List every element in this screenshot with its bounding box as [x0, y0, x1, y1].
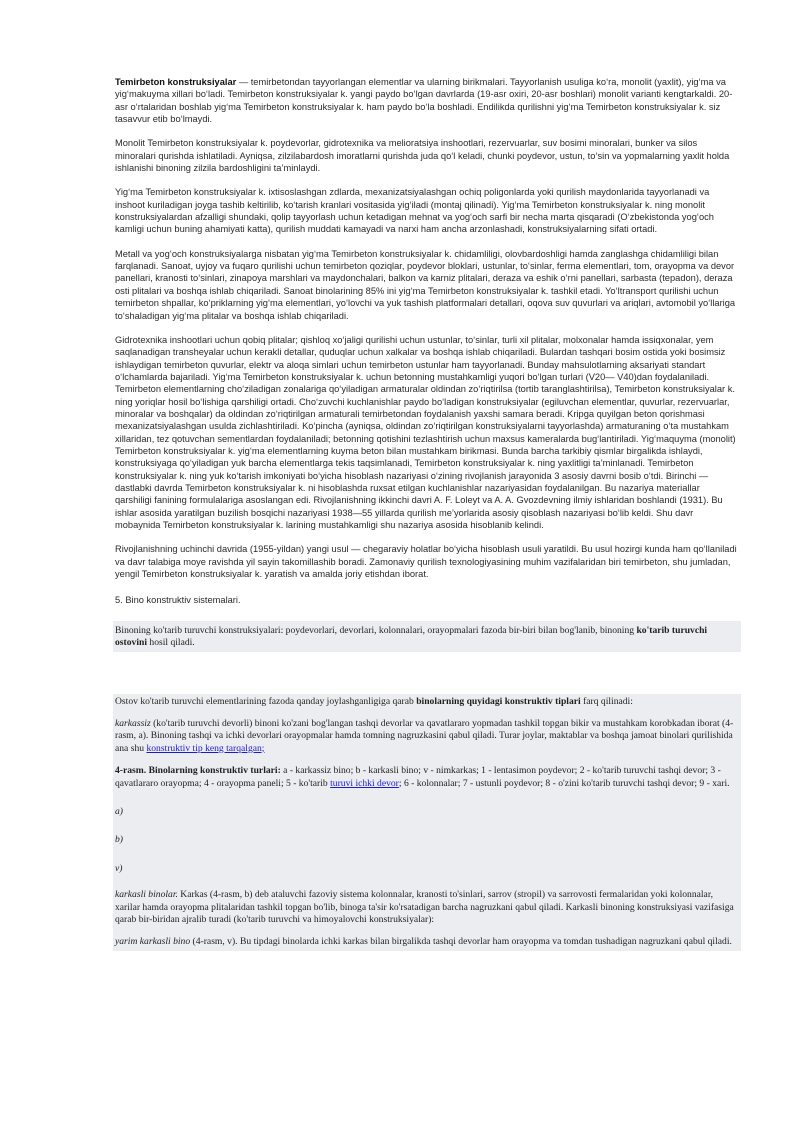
ostov-tail: hosil qiladi.: [147, 637, 195, 649]
paragraph-karkassiz: [115, 718, 739, 755]
paragraph-gidrotexnika: Gidrotexnika inshootlari uchun qobiq plitalar; qishloq xo‘jaligi qurilishi uchun ustunlar, to‘sinlar, turli xil plitalar, molxonalar hamda issiqxonalar, yem saqlanadigan transheyalar uchun kerakli detallar, quduqlar uchun xalkalar va boshqa ishlab chiqariladi. Bulardan tashqari bosim ostida yoki bosimsiz ishlaydigan temirbeton quvurlar, elektr va aloqa simlari uchun temirbeton ustunlar ham tayyorlanadi. Bunday mahsulotlarning aksariyati standart o‘lchamlarda bajariladi. Yig‘ma Temirbeton konstruksiyalar k. uchun betonning mustahkamligi yuqori bo‘lgan turlari (V20— V40)dan foydalaniladi. Temirbeton elementlarning cho‘ziladigan zonalariga qo‘yiladigan armaturalar oldindan zo‘riqtirilsa (tortib taranglashtirilsa), Temirbeton konstruksiyalar k. ning yoriqlar hosil bo‘lishiga qarshiligi ortadi. Cho‘zuvchi kuchlanishlar paydo bo‘ladigan konstruksiyalar (egiluvchan elementlar, quvurlar, rezervuarlar, minoralar va boshqalar) da oldindan zo‘riqtirilgan armaturali temirbetondan foydalanish yaxshi samara beradi. Kripga quyilgan beton qorishmasi mexanizatsiyalashgan usulda zichlashtiriladi. Ko‘pincha (ayniqsa, oldindan zo‘riqtirilgan konstruksiyalarni tayyorlashda) armaturaning o‘ta mustahkam xillaridan, tez qotuvchan sementlardan foydalaniladi; betonning qotishini tezlashtirish uchun maxsus kameralarda bug‘lantiriladi. Yig‘maquyma (monolit) Temirbeton konstruksiyalar k. yig‘ma elementlarning kuyma beton bilan mustahkam birikmasi. Bunda barcha tarkibiy qismlar birgalikda ishlaydi, konstruksiyaga qo‘yiladigan yuk barcha elementlarga tekis taqsimlanadi, Temirbeton konstruksiyalar k. ning yaxlitligi ta’minlanadi. Temirbeton konstruksiyalar k. ning yuk ko‘tarish imkoniyati bo‘yicha hisoblash nazariyasi o‘zining rivojlanish jarayonida 3 asosiy davrni bosib o‘tdi. Birinchi — dastlabki davrda Temirbeton konstruksiyalar k. ni hisoblashda ruxsat etilgan kuchlanishlar nazariyasidan foydalanilgan. Bu nazariya materiallar qarshiligi fanining formulalariga asoslangan edi. Rivojlanishning ikkinchi davri A. F. Loleyt va A. A. Gvozdevning ilmiy ishlaridan boshlandi (1931). Bu ishlar asosida yaratilgan buzilish bosqichi nazariyasi 1938—55 yillarda qurilish me’yorlarida asosiy qisoblash nazariyasi bo‘lib keldi. Shu davr mobaynida Temirbeton konstruksiyalar k. larining mustahkamligi shu nazariya asosida hisoblanib kelindi.: [115, 334, 736, 530]
karkassiz-term: karkassiz: [115, 717, 151, 729]
paragraph-yigma: Yig‘ma Temirbeton konstruksiyalar k. ixtisoslashgan zdlarda, mexanizatsiyalashgan ochiq poligonlarda yoki qurilish maydonlarida tayyorlanadi va inshoot kuriladigan joyga tashib keltirilib, ko‘tarish kranlari vositasida yig‘iladi (montaj qilinadi). Yig‘ma Temirbeton konstruksiyalar k. ning monolit konstruksiyalardan afzalligi shundaki, qolip tayyorlash uchun ketadigan mehnat va yog‘och sarfi bir necha marta qisqaradi (O‘zbekistonda yog‘och kamligi uchun buning ahamiyati katta), qurilish muddati kamayadi va narxi ham ancha arzonlashadi, konstruksiyalarning sifati ortadi.: [115, 187, 714, 235]
tiplar-bold: binolarning quyidagi konstruktiv tiplari: [416, 695, 581, 707]
paragraph-yarim-karkasli: [115, 936, 739, 948]
figure-caption: [115, 765, 739, 790]
figure-caption-tail: ; 6 - kolonnalar; 7 - ustunli poydevor; 8 - o'zini ko'tarib turuvchi tashqi devor; 9 - xari.: [398, 777, 730, 789]
figure-label-a: a): [115, 805, 123, 817]
term-title: Temirbeton konstruksiyalar: [115, 77, 237, 87]
karkasli-text: Karkas (4-rasm, b) deb ataluvchi fazoviy sistema kolonnalar, kranosti to'sinlari, sarrov (stropil) va sarrovosti fermalaridan yoki kolonnalar, xarilar hamda orayopma plitalaridan tashkil topgan bo'lib, binoga ta'sir ko'rsatadigan barcha nagruzkani qabul qiladi. Karkasli binoning konstruksiyasi vazifasiga qarab bir-biridan ajralib turadi (ko'tarib turuvchi va himoyalovchi konstruksiyalar):: [115, 889, 734, 925]
paragraph-rivojlanish: Rivojlanishning uchinchi davrida (1955-yildan) yangi usul — chegaraviy holatlar bo‘yicha hisoblash usuli yaratildi. Bu usul hozirgi kunda ham qo‘llaniladi va davr talabiga moye ravishda yil sayin takomillashib boradi. Zamonaviy qurilish texnologiyasining muhim vazifalaridan biri temirbeton, shu jumladan, yengil Temirbeton konstruksiyalar k. yaratish va amalda joriy etishdan iborat.: [115, 544, 737, 580]
paragraph-intro-text: — temirbetondan tayyorlangan elementlar va ularning birikmalari. Tayyorlanish usuliga ko‘ra, monolit (yaxlit), yig‘ma va yig‘makuyma xillari bo‘ladi. Temirbeton konstruksiyalar k. yangi paydo bo‘lgan davrlarda (19-asr oxiri, 20-asr boshlari) monolit varianti kengtarkaldi. 20-asr o‘rtalaridan boshlab yig‘ma Temirbeton konstruksiyalar k. ham paydo bo‘la boshladi. Endilikda qurilishni yig‘ma Temirbeton konstruksiyalar k. siz tasavvur etib bo‘lmaydi.: [115, 77, 733, 125]
section-heading: 5. Bino konstruktiv sistemalari.: [115, 595, 241, 606]
tiplar-tail: farq qilinadi:: [580, 695, 633, 707]
paragraph-metall: Metall va yog‘och konstruksiyalarga nisbatan yig‘ma Temirbeton konstruksiyalar k. chidamliligi, olovbardoshligi hamda zanglashga chidamliligi bilan farqlanadi. Sanoat, uyjoy va fuqaro qurilishi uchun temirbeton qoziqlar, poydevor bloklari, ustunlar, to‘sinlar, ferma elementlari, tom, orayopma va devor panellari, kranosti to‘sinlari, zinapoya marshlari va maydonchalari, balkon va karniz plitalari, deraza va eshik o‘rni panellari, sarbasta (tepadon), deraza osti plitalari va boshqa ishlab chiqariladi. Sanoat binolarining 85% ini yig‘ma Temirbeton konstruksiyalar k. tashkil etadi. Yo‘ltransport qurilishi uchun temirbeton shpallar, ko‘priklarning yig‘ma elementlari, yo‘lovchi va yuk tashish platformalari detallari, oqova suv quvurlari va ariqlari, avtomobil yo‘llariga to‘shaladigan yig‘ma plitalar va boshqa ishlab chiqariladi.: [115, 248, 736, 321]
karkassiz-text: (ko'tarib turuvchi devorli) binoni ko'zani bog'langan tashqi devorlar va qavatlararo yopmadan tashkil topgan bikir va mustahkam korobkadan iborat (4-rasm, a). Binoning tashqi va ichki devorlari orayopmalar hamda tomning nagruzkasini qabul qiladi. Turar joylar, maktablar va boshqa jamoat binolari qurilishida ana shu: [115, 717, 734, 754]
yarim-karkasli-text: (4-rasm, v). Bu tipdagi binolarda ichki karkas bilan birgalikda tashqi devorlar ham orayopma va tomdan tushadigan nagruzkani qabul qiladi.: [190, 936, 732, 948]
yarim-karkasli-term: yarim karkasli bino: [115, 936, 191, 948]
document-page: [115, 76, 737, 951]
ichki-devor-link[interactable]: turuvi ichki devor: [330, 777, 399, 789]
paragraph-intro: [115, 76, 737, 125]
ostov-bold: ko'tarib turuvchi ostovini: [115, 624, 708, 649]
figure-caption-bold: 4-rasm. Binolarning konstruktiv turlari:: [115, 765, 281, 777]
ostov-text: Binoning ko'tarib turuvchi konstruksiyalari: poydevorlari, devorlari, kolonnalari, orayopmalari fazoda bir-biri bilan bog'lanib, binoning: [115, 624, 637, 636]
paragraph-karkasli: [115, 889, 739, 926]
paragraph-tiplar: [115, 696, 739, 708]
figure-label-v: v): [115, 862, 123, 874]
paragraph-monolit: Monolit Temirbeton konstruksiyalar k. poydevorlar, gidrotexnika va melioratsiya inshootlari, rezervuarlar, suv bosimi minoralari, bunker va silos minoralari qurishda ishlatiladi. Ayniqsa, zilzilabardosh imoratlarni qurishda juda qo‘l keladi, chunki poydevor, ustun, to‘sin va yopmalarning yaxlit holda ishlanishi binoning zilzila bardoshligini ta’minlaydi.: [115, 138, 730, 174]
paragraph-ostov: [113, 621, 741, 652]
shaded-block: [113, 694, 741, 951]
tiplar-text: Ostov ko'tarib turuvchi elementlarining fazoda qanday joylashganligiga qarab: [115, 695, 417, 707]
karkasli-term: karkasli binolar.: [115, 889, 178, 901]
figure-caption-text: a - karkassiz bino; b - karkasli bino; v - nimkarkas; 1 - lentasimon poydevor; 2 - ko'tarib turuvchi tashqi devor; 3 - qavatlararo orayopma; 4 - orayopma paneli; 5 - ko'tarib: [115, 765, 721, 789]
spacer: [115, 652, 737, 694]
figure-label-b: b): [115, 834, 123, 846]
konstruktiv-tip-link[interactable]: konstruktiv tip keng tarqalgan;: [146, 742, 265, 754]
